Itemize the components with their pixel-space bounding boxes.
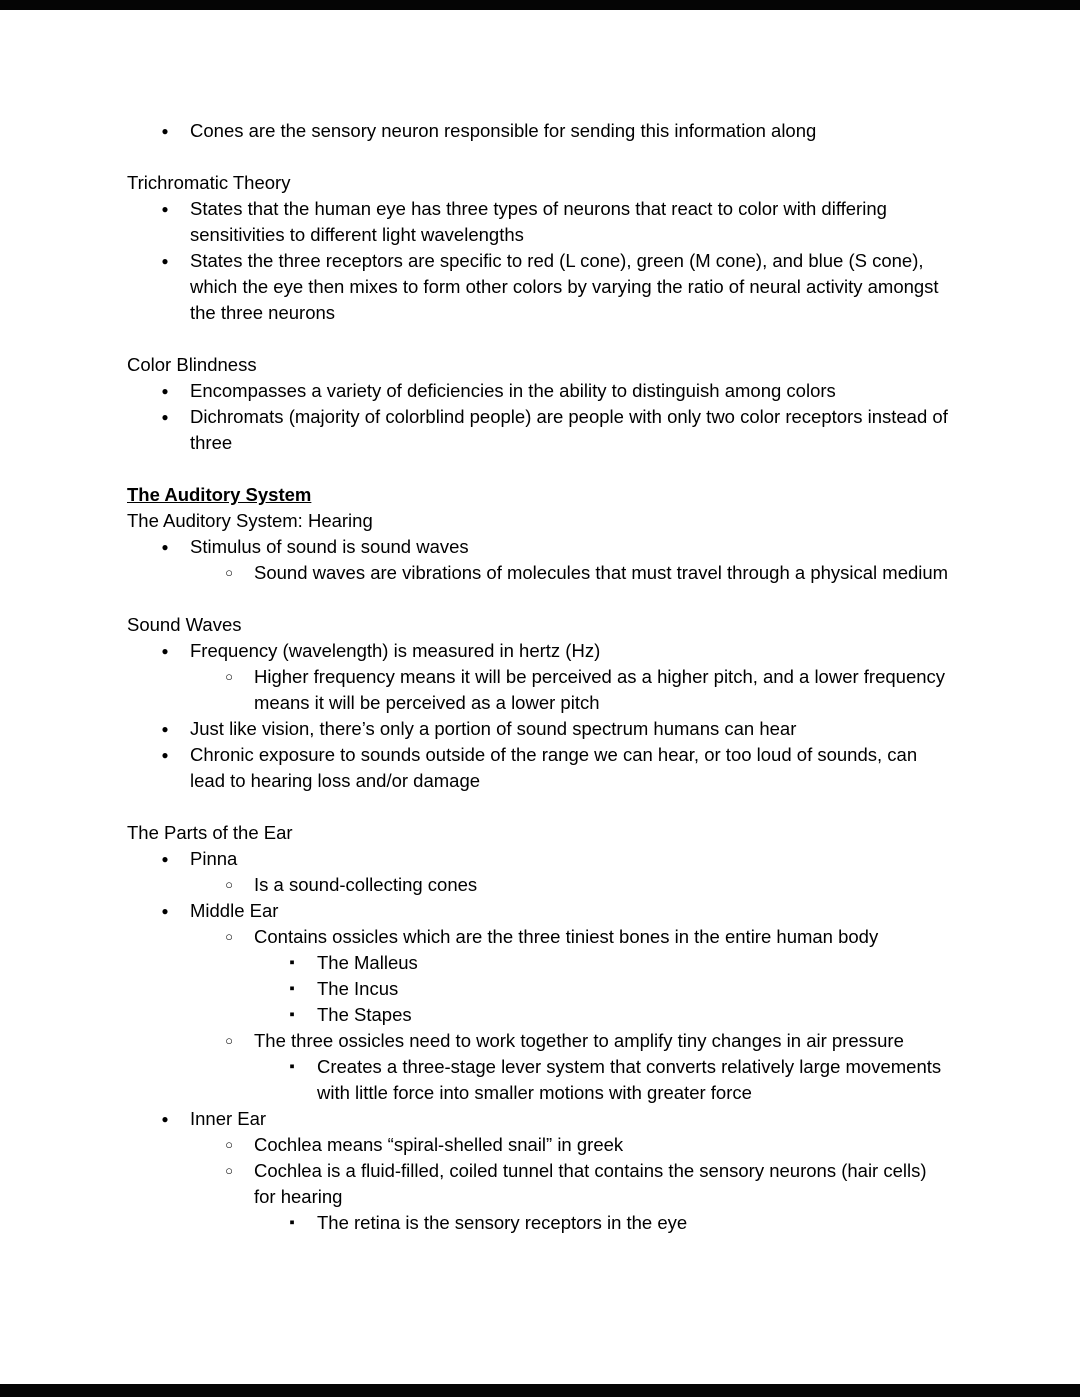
bullet-text: Cochlea is a fluid-filled, coiled tunnel that contains the sensory neurons (hair cells) for hearing	[254, 1160, 927, 1207]
bullet-disc-icon: ●	[161, 202, 169, 216]
bullet-text: Sound waves are vibrations of molecules that must travel through a physical medium	[254, 562, 949, 583]
bullet-colorblind-2	[127, 404, 953, 456]
bullet-text: Pinna	[190, 848, 238, 869]
bullet-chronic-exposure	[127, 742, 953, 794]
subsubbullet-retina	[127, 1210, 953, 1236]
bullet-text: Middle Ear	[190, 900, 279, 921]
bullet-cones	[127, 118, 953, 144]
bullet-circle-icon: ○	[225, 1033, 233, 1048]
bullet-disc-icon: ●	[161, 540, 169, 554]
blank-line	[127, 794, 953, 820]
top-edge-bar	[0, 0, 1080, 10]
bullet-circle-icon: ○	[225, 929, 233, 944]
bullet-disc-icon: ●	[161, 254, 169, 268]
subheading-auditory-hearing: The Auditory System: Hearing	[127, 510, 373, 531]
bullet-text: The retina is the sensory receptors in the eye	[317, 1212, 688, 1233]
bullet-text: Chronic exposure to sounds outside of the range we can hear, or too loud of sounds, can lead to hearing loss and/or damage	[190, 744, 918, 791]
bullet-colorblind-1	[127, 378, 953, 404]
bullet-inner-ear	[127, 1106, 953, 1132]
blank-line	[127, 144, 953, 170]
bullet-frequency	[127, 638, 953, 664]
bullet-circle-icon: ○	[225, 877, 233, 892]
subbullet-higher-frequency	[127, 664, 953, 716]
bullet-square-icon: ▪	[289, 1006, 295, 1023]
bullet-text: The three ossicles need to work together to amplify tiny changes in air pressure	[254, 1030, 904, 1051]
heading-sound-waves: Sound Waves	[127, 614, 242, 635]
subsubbullet-lever-system	[127, 1054, 953, 1106]
bullet-disc-icon: ●	[161, 384, 169, 398]
subbullet-sound-waves-vibrations	[127, 560, 953, 586]
bullet-circle-icon: ○	[225, 669, 233, 684]
bullet-text: Stimulus of sound is sound waves	[190, 536, 469, 557]
bullet-disc-icon: ●	[161, 852, 169, 866]
bullet-trichromatic-1	[127, 196, 953, 248]
bullet-text: Cochlea means “spiral-shelled snail” in greek	[254, 1134, 624, 1155]
bullet-disc-icon: ●	[161, 748, 169, 762]
bullet-disc-icon: ●	[161, 410, 169, 424]
subbullet-cochlea-greek	[127, 1132, 953, 1158]
bullet-sound-spectrum	[127, 716, 953, 742]
bullet-stimulus-sound	[127, 534, 953, 560]
heading-parts-of-ear: The Parts of the Ear	[127, 822, 293, 843]
blank-line	[127, 586, 953, 612]
blank-line	[127, 456, 953, 482]
bottom-edge-bar	[0, 1384, 1080, 1397]
bullet-text: The Stapes	[317, 1004, 412, 1025]
bullet-circle-icon: ○	[225, 1163, 233, 1178]
heading-auditory-system: The Auditory System	[127, 484, 312, 505]
bullet-text: Cones are the sensory neuron responsible for sending this information along	[190, 120, 817, 141]
bullet-text: Contains ossicles which are the three tiniest bones in the entire human body	[254, 926, 879, 947]
bullet-text: Higher frequency means it will be perceived as a higher pitch, and a lower frequency means it will be perceived as a lower pitch	[254, 666, 946, 713]
subsubbullet-stapes	[127, 1002, 953, 1028]
bullet-text: Encompasses a variety of deficiencies in the ability to distinguish among colors	[190, 380, 836, 401]
heading-trichromatic-theory: Trichromatic Theory	[127, 172, 291, 193]
bullet-disc-icon: ●	[161, 722, 169, 736]
bullet-disc-icon: ●	[161, 124, 169, 138]
bullet-text: Just like vision, there’s only a portion of sound spectrum humans can hear	[190, 718, 797, 739]
subbullet-cochlea-fluid	[127, 1158, 953, 1210]
bullet-text: Dichromats (majority of colorblind people) are people with only two color receptors instead of three	[190, 406, 948, 453]
bullet-circle-icon: ○	[225, 1137, 233, 1152]
bullet-text: Is a sound-collecting cones	[254, 874, 478, 895]
bullet-pinna	[127, 846, 953, 872]
bullet-disc-icon: ●	[161, 644, 169, 658]
bullet-square-icon: ▪	[289, 954, 295, 971]
bullet-text: Frequency (wavelength) is measured in hertz (Hz)	[190, 640, 601, 661]
blank-line	[127, 326, 953, 352]
bullet-text: Creates a three-stage lever system that converts relatively large movements with little force into smaller motions with greater force	[317, 1056, 942, 1103]
bullet-disc-icon: ●	[161, 1112, 169, 1126]
subbullet-sound-collecting	[127, 872, 953, 898]
bullet-square-icon: ▪	[289, 980, 295, 997]
subsubbullet-incus	[127, 976, 953, 1002]
bullet-text: The Malleus	[317, 952, 418, 973]
subbullet-ossicles-amplify	[127, 1028, 953, 1054]
heading-color-blindness: Color Blindness	[127, 354, 257, 375]
bullet-square-icon: ▪	[289, 1214, 295, 1231]
subbullet-ossicles	[127, 924, 953, 950]
bullet-text: States that the human eye has three types of neurons that react to color with differing sensitivities to different light wavelengths	[190, 198, 887, 245]
bullet-disc-icon: ●	[161, 904, 169, 918]
bullet-circle-icon: ○	[225, 565, 233, 580]
bullet-text: The Incus	[317, 978, 399, 999]
subsubbullet-malleus	[127, 950, 953, 976]
bullet-text: States the three receptors are specific to red (L cone), green (M cone), and blue (S cone), which the eye then mixes to form other colors by varying the ratio of neural activity amongst the three neurons	[190, 250, 939, 323]
bullet-trichromatic-2	[127, 248, 953, 326]
document-content	[127, 118, 953, 1236]
bullet-square-icon: ▪	[289, 1058, 295, 1075]
bullet-text: Inner Ear	[190, 1108, 267, 1129]
bullet-middle-ear	[127, 898, 953, 924]
